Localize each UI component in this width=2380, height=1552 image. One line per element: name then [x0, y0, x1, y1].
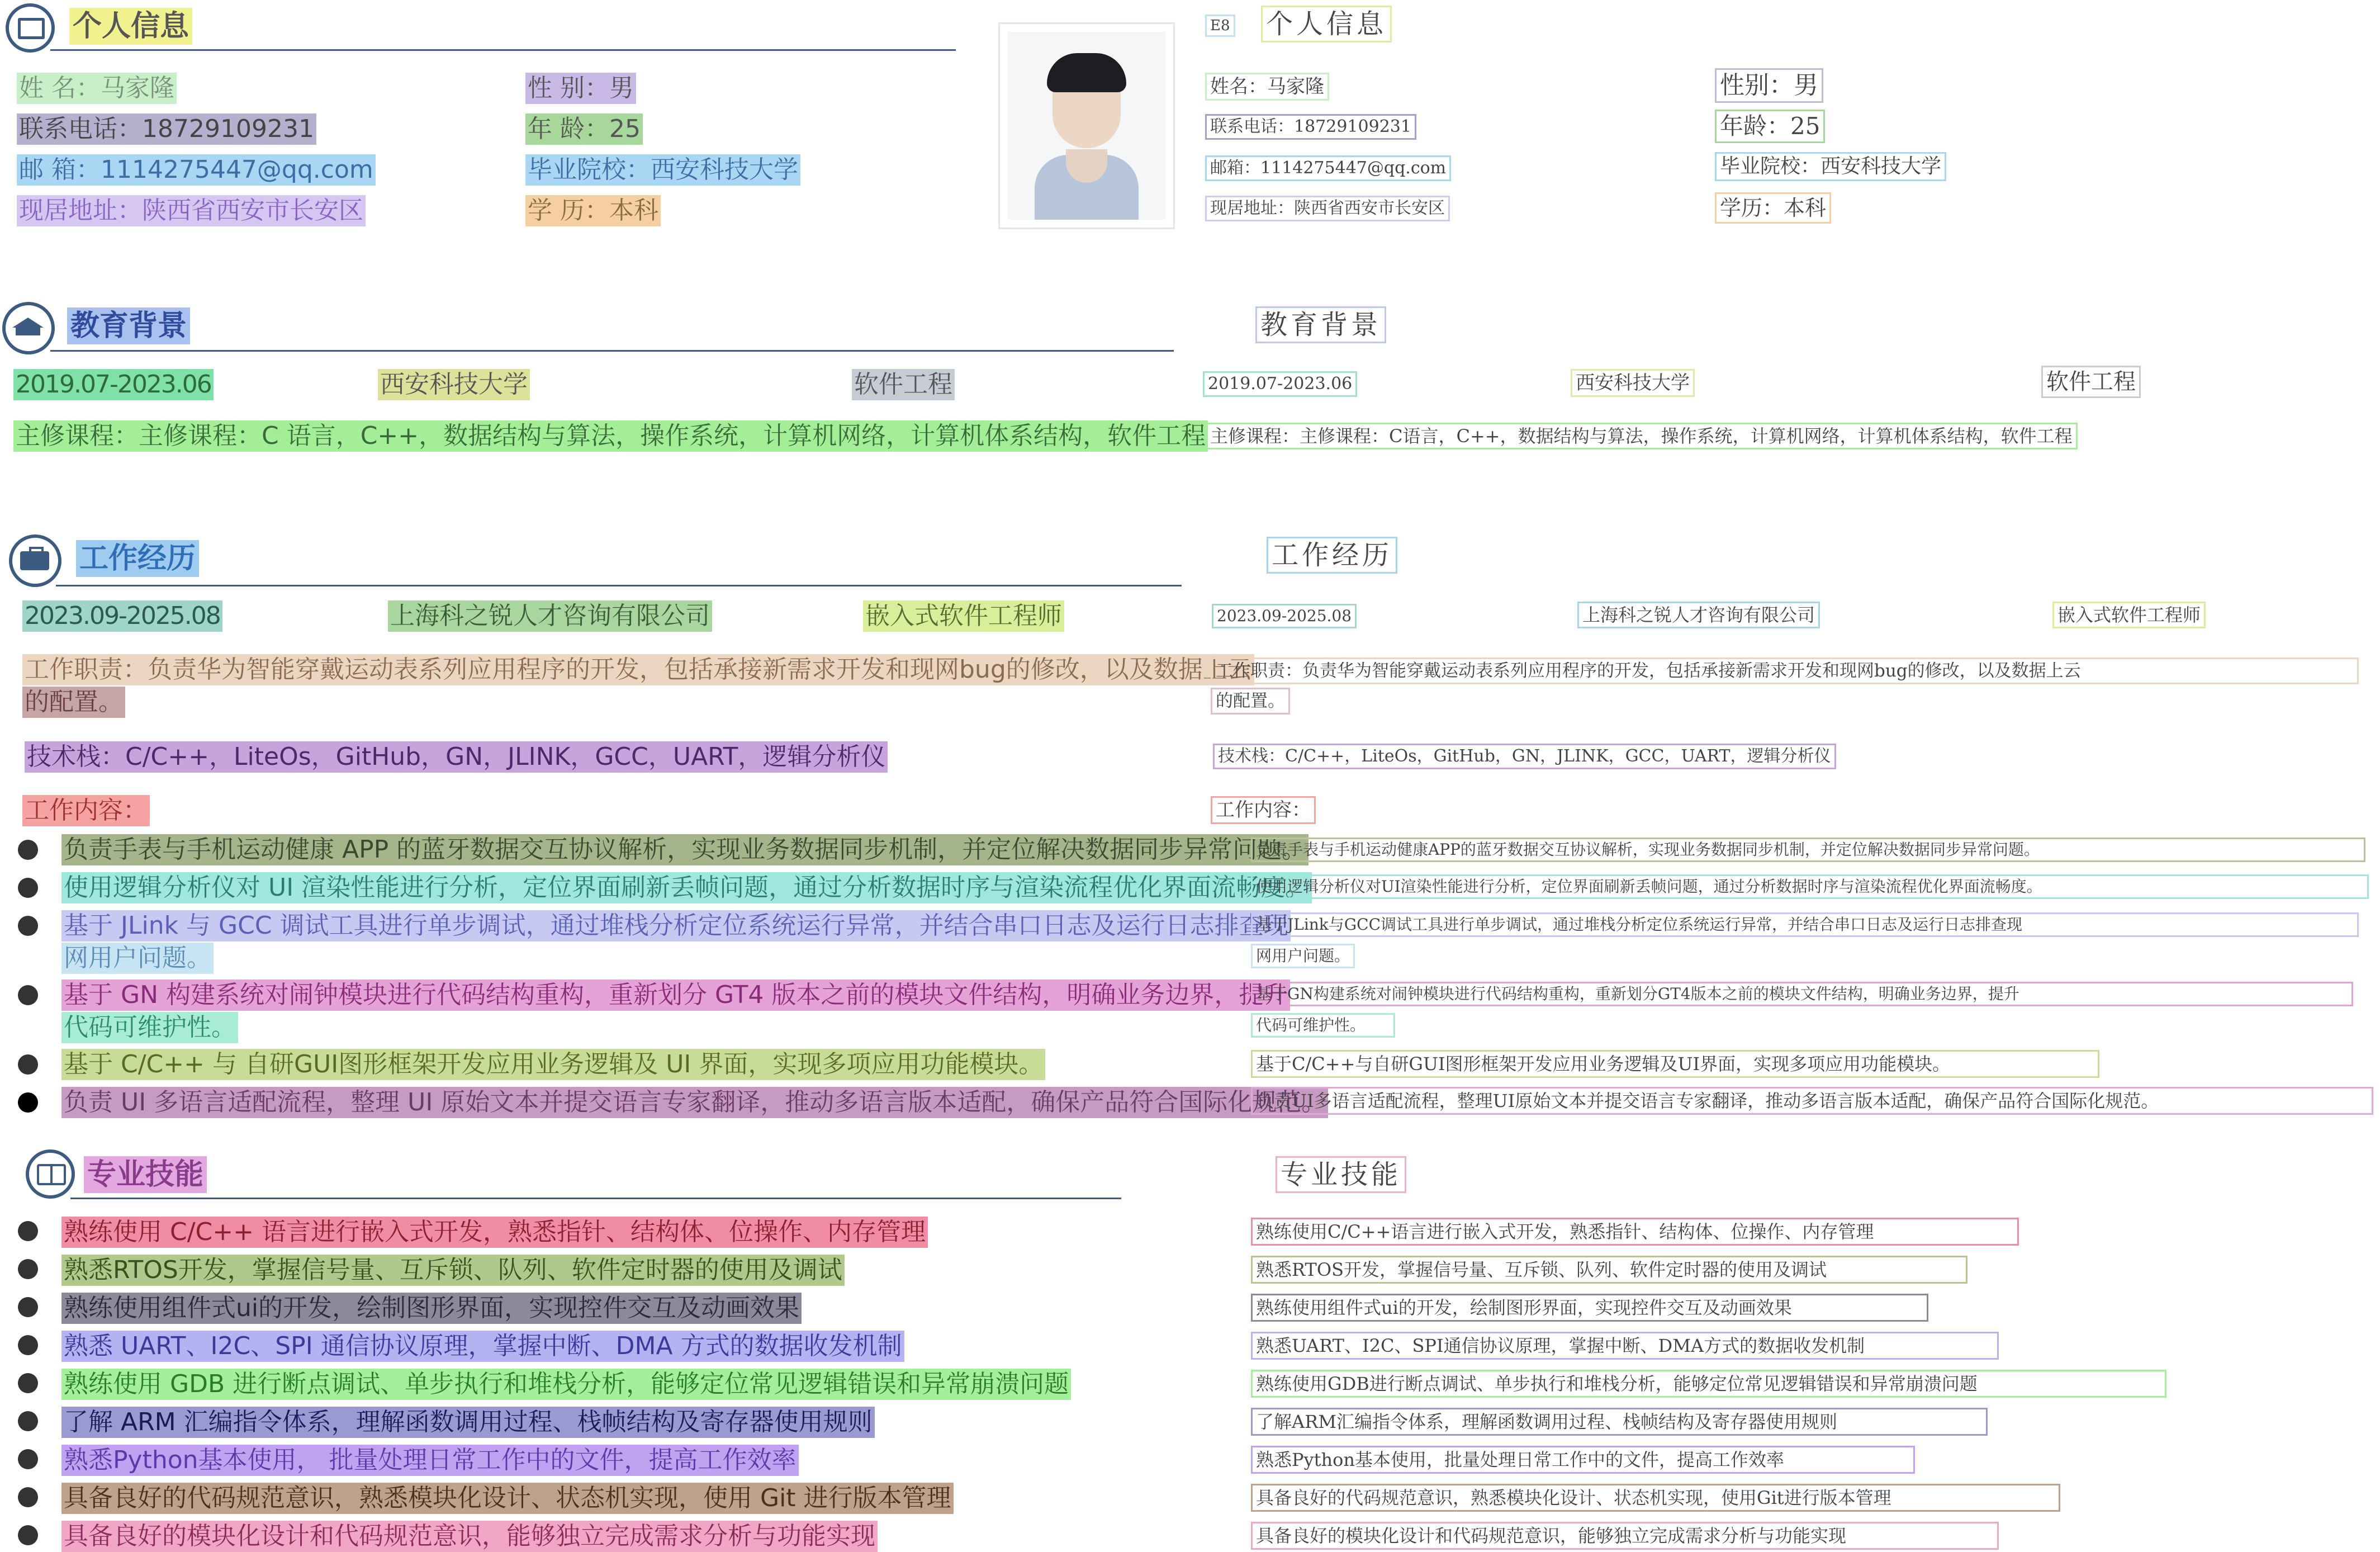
email-field: 邮 箱：1114275447@qq.com — [17, 154, 376, 186]
r-name: 姓名：马家隆 — [1205, 73, 1329, 101]
r-work-position: 嵌入式软件工程师 — [2052, 602, 2206, 628]
skill-item-4: 熟悉 UART、I2C、SPI 通信协议原理，掌握中断、DMA 方式的数据收发机制 — [61, 1331, 904, 1362]
r-work-duty-line1: 工作职责：负责华为智能穿戴运动表系列应用程序的开发，包括承接新需求开发和现网bug的修改，以及数据上云 — [1211, 657, 2359, 684]
work-period: 2023.09-2025.08 — [22, 600, 222, 632]
r-gender: 性别：男 — [1715, 68, 1823, 103]
age-field: 年 龄：25 — [525, 113, 643, 145]
r-school: 毕业院校：西安科技大学 — [1715, 152, 1946, 181]
skill-item-1: 熟练使用 C/C++ 语言进行嵌入式开发，熟悉指针、结构体、位操作、内存管理 — [61, 1217, 928, 1248]
work-item-5: 基于 C/C++ 与 自研GUI图形框架开发应用业务逻辑及 UI 界面，实现多项应用功能模块。 — [61, 1049, 1045, 1080]
education-divider — [50, 350, 1174, 352]
skill-item-7: 熟悉Python基本使用， 批量处理日常工作中的文件，提高工作效率 — [61, 1445, 799, 1476]
personal-info-title: 个人信息 — [69, 8, 192, 45]
book-icon — [26, 1149, 75, 1199]
skill-item-2: 熟悉RTOS开发，掌握信号量、互斥锁、队列、软件定时器的使用及调试 — [61, 1255, 845, 1286]
r-edu-school: 西安科技大学 — [1571, 369, 1695, 397]
graduation-cap-icon — [2, 302, 55, 354]
r-work-company: 上海科之锐人才咨询有限公司 — [1577, 602, 1820, 628]
bullet-dot — [18, 1373, 38, 1393]
bullet-dot — [18, 1259, 38, 1279]
id-card-icon — [6, 3, 55, 53]
work-duty-line2: 的配置。 — [22, 687, 125, 718]
work-item-3-cont: 网用户问题。 — [61, 943, 214, 974]
skill-item-3: 熟练使用组件式ui的开发，绘制图形界面，实现控件交互及动画效果 — [61, 1293, 802, 1324]
r-e8-label: E8 — [1205, 15, 1235, 37]
name-field: 姓 名：马家隆 — [17, 73, 177, 104]
bullet-dot — [18, 1221, 38, 1241]
skills-divider — [70, 1198, 1121, 1199]
address-field: 现居地址：陕西省西安市长安区 — [17, 195, 366, 226]
r-address: 现居地址：陕西省西安市长安区 — [1205, 196, 1450, 221]
r-work-item-3-cont: 网用户问题。 — [1251, 944, 1355, 968]
briefcase-icon — [9, 534, 61, 587]
education-title: 教育背景 — [67, 307, 190, 344]
personal-divider — [50, 49, 956, 51]
r-work-item-6: 负责UI多语言适配流程，整理UI原始文本并提交语言专家翻译，推动多语言版本适配，确保产品符合国际化规范。 — [1251, 1087, 2373, 1115]
profile-photo — [998, 22, 1175, 229]
bullet-dot — [18, 916, 38, 936]
r-edu-major: 软件工程 — [2041, 366, 2141, 398]
edu-major: 软件工程 — [852, 369, 955, 400]
r-phone: 联系电话：18729109231 — [1205, 114, 1416, 140]
edu-courses: 主修课程：主修课程：C 语言，C++，数据结构与算法，操作系统，计算机网络，计算机体系结构，软件工程 — [13, 420, 1208, 452]
r-skill-item-8: 具备良好的代码规范意识，熟悉模块化设计、状态机实现，使用Git进行版本管理 — [1251, 1484, 2060, 1512]
work-title: 工作经历 — [76, 540, 199, 577]
r-edu-period: 2019.07-2023.06 — [1203, 371, 1357, 397]
work-item-4-cont: 代码可维护性。 — [61, 1012, 238, 1043]
r-skills-title: 专业技能 — [1276, 1156, 1406, 1193]
r-work-period: 2023.09-2025.08 — [1212, 604, 1357, 628]
r-skill-item-3: 熟练使用组件式ui的开发，绘制图形界面，实现控件交互及动画效果 — [1251, 1294, 1928, 1322]
r-education-title: 教育背景 — [1255, 306, 1386, 343]
phone-field: 联系电话：18729109231 — [17, 113, 316, 145]
r-work-item-2: 使用逻辑分析仪对UI渲染性能进行分析，定位界面刷新丢帧问题，通过分析数据时序与渲染流程优化界面流畅度。 — [1251, 874, 2369, 899]
bullet-dot — [18, 878, 38, 898]
bullet-dot — [18, 1297, 38, 1317]
work-content-label: 工作内容： — [22, 795, 150, 826]
work-item-1: 负责手表与手机运动健康 APP 的蓝牙数据交互协议解析，实现业务数据同步机制，并定位解决数据同步异常问题。 — [61, 834, 1308, 865]
r-email: 邮箱：1114275447@qq.com — [1205, 155, 1451, 181]
bullet-dot — [18, 1054, 38, 1075]
bullet-dot — [18, 1335, 38, 1355]
edu-school: 西安科技大学 — [378, 369, 530, 400]
work-item-6: 负责 UI 多语言适配流程，整理 UI 原始文本并提交语言专家翻译，推动多语言版本适配，确保产品符合国际化规范。 — [61, 1087, 1328, 1118]
skills-title: 专业技能 — [84, 1156, 207, 1193]
r-skill-item-2: 熟悉RTOS开发，掌握信号量、互斥锁、队列、软件定时器的使用及调试 — [1251, 1256, 1967, 1284]
r-work-item-4-cont: 代码可维护性。 — [1251, 1013, 1395, 1038]
school-field: 毕业院校：西安科技大学 — [525, 154, 800, 186]
r-work-item-5: 基于C/C++与自研GUI图形框架开发应用业务逻辑及UI界面，实现多项应用功能模块。 — [1251, 1050, 2099, 1078]
bullet-dot — [18, 1092, 38, 1113]
skill-item-6: 了解 ARM 汇编指令体系，理解函数调用过程、栈帧结构及寄存器使用规则 — [61, 1407, 875, 1438]
skill-item-8: 具备良好的代码规范意识，熟悉模块化设计、状态机实现，使用 Git 进行版本管理 — [61, 1483, 954, 1514]
degree-field: 学 历：本科 — [525, 195, 661, 226]
r-work-content-label: 工作内容： — [1211, 796, 1316, 824]
work-item-2: 使用逻辑分析仪对 UI 渲染性能进行分析，定位界面刷新丢帧问题，通过分析数据时序与渲染流程优化界面流畅度。 — [61, 872, 1312, 903]
work-divider — [56, 585, 1182, 586]
r-work-duty-line2: 的配置。 — [1211, 688, 1290, 715]
work-position: 嵌入式软件工程师 — [863, 600, 1064, 632]
work-company: 上海科之锐人才咨询有限公司 — [388, 600, 712, 632]
bullet-dot — [18, 1525, 38, 1545]
skill-item-5: 熟练使用 GDB 进行断点调试、单步执行和堆栈分析，能够定位常见逻辑错误和异常崩溃问题 — [61, 1369, 1071, 1400]
r-work-stack: 技术栈：C/C++，LiteOs，GitHub，GN，JLINK，GCC，UART，逻辑分析仪 — [1213, 744, 1836, 769]
work-item-4: 基于 GN 构建系统对闹钟模块进行代码结构重构，重新划分 GT4 版本之前的模块文件结构，明确业务边界，提升 — [61, 980, 1290, 1011]
r-skill-item-6: 了解ARM汇编指令体系，理解函数调用过程、栈帧结构及寄存器使用规则 — [1251, 1408, 1988, 1436]
r-skill-item-5: 熟练使用GDB进行断点调试、单步执行和堆栈分析，能够定位常见逻辑错误和异常崩溃问题 — [1251, 1370, 2166, 1398]
r-work-item-4: 基于GN构建系统对闹钟模块进行代码结构重构，重新划分GT4版本之前的模块文件结构，明确业务边界，提升 — [1251, 982, 2353, 1006]
r-degree: 学历：本科 — [1715, 192, 1831, 224]
gender-field: 性 别：男 — [525, 73, 636, 104]
r-work-item-1: 负责手表与手机运动健康APP的蓝牙数据交互协议解析，实现业务数据同步机制，并定位解决数据同步异常问题。 — [1251, 837, 2365, 862]
work-item-3: 基于 JLink 与 GCC 调试工具进行单步调试，通过堆栈分析定位系统运行异常，并结合串口日志及运行日志排查现 — [61, 910, 1291, 941]
work-duty-line1: 工作职责：负责华为智能穿戴运动表系列应用程序的开发，包括承接新需求开发和现网bug的修改，以及数据上云 — [22, 654, 1254, 685]
r-personal-title: 个人信息 — [1261, 6, 1392, 42]
work-stack: 技术栈：C/C++，LiteOs，GitHub，GN，JLINK，GCC，UART，逻辑分析仪 — [25, 741, 888, 773]
bullet-dot — [18, 1487, 38, 1507]
r-skill-item-4: 熟悉UART、I2C、SPI通信协议原理，掌握中断、DMA方式的数据收发机制 — [1251, 1332, 1999, 1360]
r-edu-courses: 主修课程：主修课程：C语言，C++，数据结构与算法，操作系统，计算机网络，计算机体系结构，软件工程 — [1205, 423, 2078, 449]
r-skill-item-1: 熟练使用C/C++语言进行嵌入式开发，熟悉指针、结构体、位操作、内存管理 — [1251, 1218, 2019, 1246]
bullet-dot — [18, 840, 38, 860]
r-skill-item-9: 具备良好的模块化设计和代码规范意识，能够独立完成需求分析与功能实现 — [1251, 1522, 1999, 1550]
r-age: 年龄：25 — [1715, 110, 1825, 143]
r-work-item-3: 基于JLink与GCC调试工具进行单步调试，通过堆栈分析定位系统运行异常，并结合串口日志及运行日志排查现 — [1251, 912, 2359, 937]
skill-item-9: 具备良好的模块化设计和代码规范意识，能够独立完成需求分析与功能实现 — [61, 1521, 878, 1552]
bullet-dot — [18, 985, 38, 1005]
r-skill-item-7: 熟悉Python基本使用，批量处理日常工作中的文件，提高工作效率 — [1251, 1446, 1915, 1474]
bullet-dot — [18, 1411, 38, 1431]
bullet-dot — [18, 1449, 38, 1469]
edu-period: 2019.07-2023.06 — [13, 369, 214, 400]
r-work-title: 工作经历 — [1267, 537, 1397, 574]
